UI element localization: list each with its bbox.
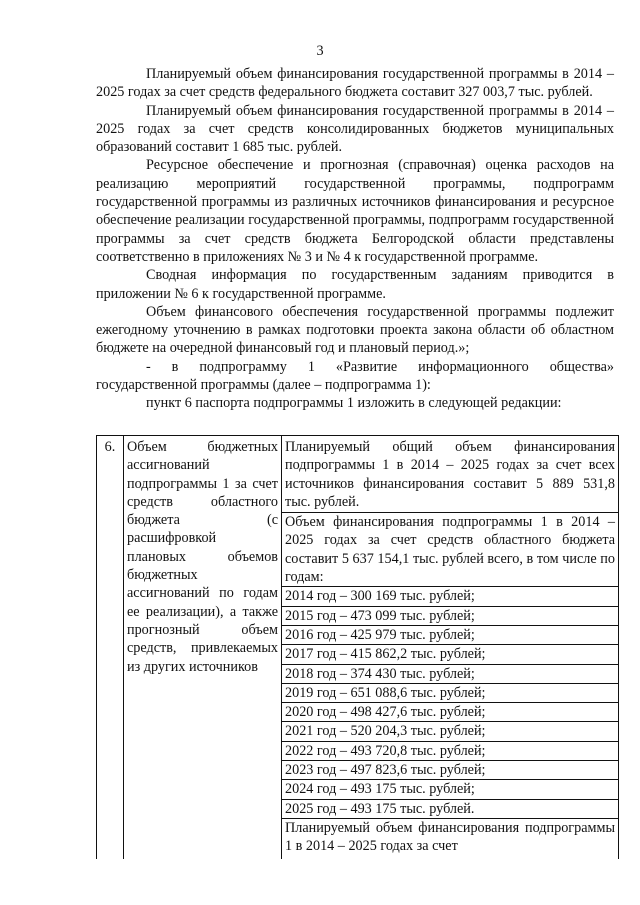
paragraph-annual-update: Объем финансового обеспечения государственной программы подлежит ежегодному уточнению в рамках подготовки проекта закона области об областном бюджете на очередной финансовый год и плановый период.»; — [96, 303, 614, 357]
table-row-number: 6. — [97, 436, 124, 859]
year-line: 2014 год – 300 169 тыс. рублей; — [282, 587, 618, 606]
table-right-cell — [282, 436, 618, 859]
year-line: 2023 год – 497 823,6 тыс. рублей; — [282, 761, 618, 780]
year-line: 2018 год – 374 430 тыс. рублей; — [282, 665, 618, 684]
regional-budget-block: Объем финансирования подпрограммы 1 в 2014 – 2025 годах за счет средств областного бюджета составит 5 637 154,1 тыс. рублей всего, в том числе по годам: — [282, 513, 618, 587]
year-line: 2025 год – 493 175 тыс. рублей. — [282, 800, 618, 819]
year-line: 2015 год – 473 099 тыс. рублей; — [282, 607, 618, 626]
passport-table — [96, 435, 619, 859]
year-line: 2022 год – 493 720,8 тыс. рублей; — [282, 742, 618, 761]
year-line: 2017 год – 415 862,2 тыс. рублей; — [282, 645, 618, 664]
paragraph-federal-budget: Планируемый объем финансирования государственной программы в 2014 – 2025 годах за счет средств федерального бюджета составит 327 003,7 тыс. рублей. — [96, 66, 614, 101]
year-line: 2019 год – 651 088,6 тыс. рублей; — [282, 684, 618, 703]
paragraph-state-assignments: Сводная информация по государственным заданиям приводится в приложении № 6 к государственной программе. — [96, 267, 614, 302]
paragraph-subprogram-intro: - в подпрограмму 1 «Развитие информационного общества» государственной программы (далее – подпрограмма 1): — [96, 358, 614, 394]
year-line: 2024 год – 493 175 тыс. рублей; — [282, 780, 618, 799]
year-line: 2020 год – 498 427,6 тыс. рублей; — [282, 703, 618, 722]
year-line: 2016 год – 425 979 тыс. рублей; — [282, 626, 618, 645]
paragraph-municipal-budgets: Планируемый объем финансирования государственной программы в 2014 – 2025 годах за счет средств консолидированных бюджетов муниципальных образований составит 1 685 тыс. рублей. — [96, 102, 614, 156]
total-funding-block: Планируемый общий объем финансирования подпрограммы 1 в 2014 – 2025 годах за счет всех источников финансирования составит 5 889 531,8 тыс. рублей. — [282, 438, 618, 513]
paragraph-resource-provision: Ресурсное обеспечение и прогнозная (справочная) оценка расходов на реализацию мероприятий государственной программы, подпрограмм государственной программы из различных источников финансирования и ресурсное обеспечение реализации государственной программы, подпрограмм государственной программы за счет средств бюджета Белгородской области представлены соответственно в приложениях № 3 и № 4 к государственной программе. — [96, 157, 614, 265]
page-number: 3 — [316, 43, 324, 59]
body-text — [96, 65, 614, 413]
year-line: 2021 год – 520 204,3 тыс. рублей; — [282, 722, 618, 741]
table-left-cell: Объем бюджетных ассигнований подпрограммы 1 за счет средств областного бюджета (с расшифровкой плановых объемов бюджетных ассигнований по годам ее реализации), а также прогнозный объем средств, привлекаемых из других источников — [124, 436, 282, 859]
paragraph-passport-item: пункт 6 паспорта подпрограммы 1 изложить в следующей редакции: — [146, 395, 562, 412]
planned-funding-block: Планируемый объем финансирования подпрограммы 1 в 2014 – 2025 годах за счет — [285, 819, 615, 855]
